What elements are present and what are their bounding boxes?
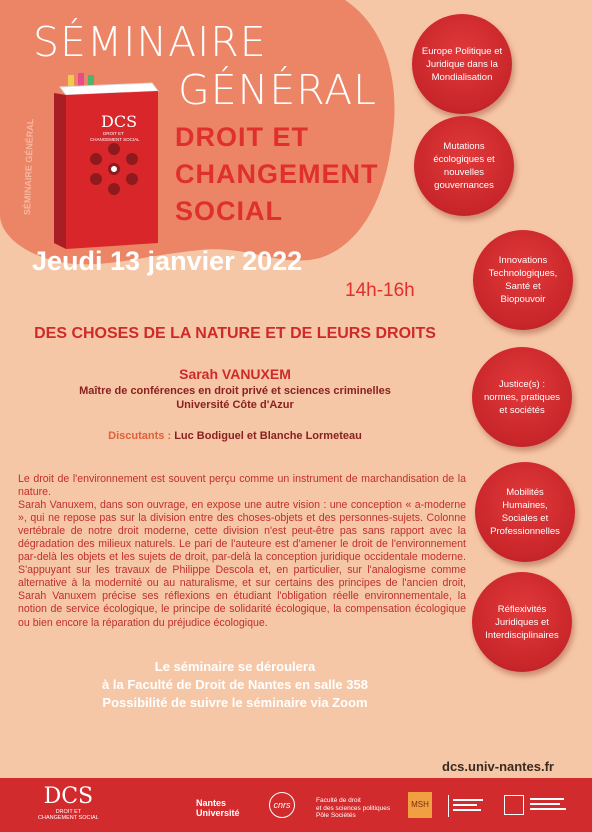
discutants-label: Discutants : <box>108 430 172 442</box>
event-time: 14h-16h <box>345 280 415 301</box>
speaker-position: Maître de conférences en droit privé et sciences criminelles <box>79 385 391 397</box>
title-line-2: GÉNÉRAL <box>178 66 377 114</box>
website-link[interactable]: dcs.univ-nantes.fr <box>442 759 554 774</box>
partner-logo-1 <box>448 795 489 817</box>
title-line-1: SÉMINAIRE <box>33 18 267 66</box>
theme-circle-reflexivites: Réflexivités Juridiques et Interdisciplinaires <box>472 572 572 672</box>
venue-line-3: Possibilité de suivre le séminaire via Zoom <box>102 695 368 710</box>
theme-circle-ecologie: Mutations écologiques et nouvelles gouvernances <box>414 116 514 216</box>
abstract-paragraph-1: Le droit de l'environnement est souvent perçu comme un instrument de marchandisation de la nature. <box>18 473 466 499</box>
partner-logo-1-icon <box>449 795 489 817</box>
talk-title: DES CHOSES DE LA NATURE ET DE LEURS DROITS <box>34 325 436 342</box>
speaker-name: Sarah VANUXEM <box>179 366 291 382</box>
theme-circle-innovations: Innovations Technologiques, Santé et Biopouvoir <box>473 230 573 330</box>
subtitle-line-1: DROIT ET <box>175 122 309 152</box>
abstract <box>18 473 466 630</box>
speaker-affiliation: Université Côte d'Azur <box>176 399 294 411</box>
book-spine: SÉMINAIRE GÉNÉRAL <box>22 118 36 216</box>
partner-logo-2 <box>504 795 524 815</box>
abstract-paragraph-2: Sarah Vanuxem, dans son ouvrage, en expose une autre vision : une conception « a-moderne », qui ne repose pas sur la division entre des choses-objets et des personnes-sujets. Colonne vertébrale de notre droit moderne, cette division n'est peut-être pas sans rapport avec la dégradation des milieux naturels. Le pari de l'auteure est d'amener le droit de l'environnement par-delà les objets et les sujets de droit, par-delà la conception juridique occidentale moderne. S'appuyant sur les travaux de Philippe Descola et, en particulier, sur l'analogisme comme alternative à la modernité ou au naturalisme, et sur certains des principes de l'ancien droit, Sarah Vanuxem précise ses réflexions en étudiant l'obligation réelle environnementale, la notion de service écologique, le principe de solidarité écologique, la compensation écologique ou bien encore la réparation du préjudice écologique. <box>18 499 466 629</box>
venue-line-2: à la Faculté de Droit de Nantes en salle 358 <box>102 677 368 692</box>
book-illustration <box>52 73 164 253</box>
cnrs-logo: cnrs <box>269 792 295 818</box>
subtitle-line-3: SOCIAL <box>175 196 284 226</box>
msh-logo: MSH <box>408 792 432 818</box>
partner-logo-3-icon <box>528 795 568 817</box>
book-logo: DCS <box>101 112 138 131</box>
subtitle-line-2: CHANGEMENT <box>175 159 379 189</box>
partner-logo-3 <box>528 795 568 817</box>
theme-circle-mobilites: Mobilités Humaines, Sociales et Professionnelles <box>475 462 575 562</box>
book-caption-2: CHANGEMENT SOCIAL <box>90 137 140 142</box>
theme-circle-europe: Europe Politique et Juridique dans la Mondialisation <box>412 14 512 114</box>
event-date: Jeudi 13 janvier 2022 <box>32 246 303 276</box>
theme-circle-justice: Justice(s) : normes, pratiques et sociétés <box>472 347 572 447</box>
faculte-droit-logo: Faculté de droit et des sciences politiques Pôle Sociétés <box>316 797 391 819</box>
discutants <box>0 430 470 442</box>
discutants-names: Luc Bodiguel et Blanche Lormeteau <box>174 430 362 442</box>
venue-line-1: Le séminaire se déroulera <box>154 659 316 674</box>
nantes-universite-logo: Nantes Université <box>196 798 240 818</box>
footer-dcs-logo: DCS DROIT ET CHANGEMENT SOCIAL <box>38 784 99 821</box>
venue-info <box>0 658 470 712</box>
book-caption-1: DROIT ET <box>103 131 124 136</box>
speaker-role <box>0 384 470 412</box>
